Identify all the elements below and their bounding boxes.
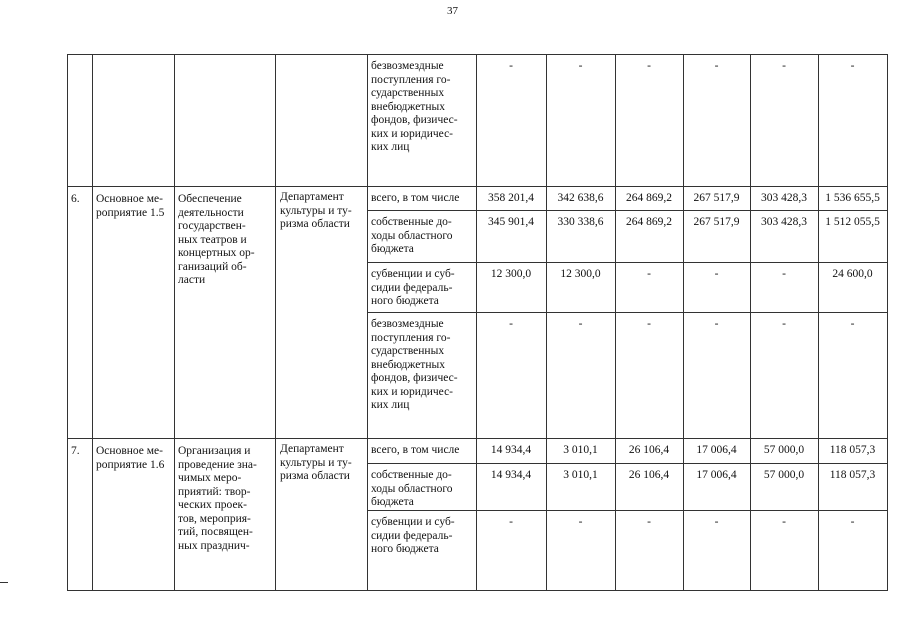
amount-cell: 267 517,9 [693,192,740,204]
amount-cell: 1 536 655,5 [825,192,880,204]
amount-cell: - [782,60,786,72]
amount-cell: 14 934,4 [490,444,532,456]
amount-cell: - [850,516,855,528]
amount-cell: 330 338,6 [557,216,604,228]
executor: Департамент культуры и ту- ризма области [280,443,352,482]
amount-cell: 17 006,4 [696,444,737,456]
row-number: 6. [71,193,80,205]
subrow-line [367,262,888,263]
amount-cell: - [782,268,786,280]
amount-cell: - [647,516,651,528]
amount-cell: 264 869,2 [626,216,672,228]
amount-cell: - [647,318,651,330]
row-line [67,438,888,439]
amount-cell: 118 057,3 [829,469,876,481]
amount-cell: 3 010,1 [563,444,598,456]
amount-cell: 345 901,4 [488,216,534,228]
column-line [92,54,93,590]
amount-cell: 1 512 055,5 [825,216,880,228]
amount-cell: - [782,318,786,330]
amount-cell: - [782,516,786,528]
amount-cell: - [714,268,719,280]
table-top-line [67,54,888,55]
amount-cell: 358 201,4 [488,192,534,204]
subrow-line [367,510,888,511]
funding-source: субвенции и суб- сидии федераль- ного бюджета [371,516,455,555]
column-line [174,54,175,590]
amount-cell: - [714,516,719,528]
amount-cell: 303 428,3 [761,216,807,228]
amount-cell: - [509,516,513,528]
margin-mark [0,582,8,583]
column-line [275,54,276,590]
amount-cell: - [850,318,855,330]
amount-cell: - [578,318,583,330]
amount-cell: - [509,318,513,330]
subrow-line [367,463,888,464]
amount-cell: 3 010,1 [563,469,598,481]
page-number: 37 [447,5,458,17]
amount-cell: 14 934,4 [490,469,532,481]
amount-cell: 342 638,6 [557,192,604,204]
measure-title: Организация и проведение зна- чимых меро- приятий: твор- ческих проек- тов, мероприя- тий, посвящен- ных празднич- [178,445,257,552]
row-number: 7. [71,445,80,457]
amount-cell: 264 869,2 [626,192,672,204]
amount-cell: 26 106,4 [628,444,670,456]
amount-cell: - [714,60,719,72]
amount-cell: 118 057,3 [829,444,876,456]
amount-cell: - [578,60,583,72]
subrow-line [367,210,888,211]
amount-cell: 17 006,4 [696,469,737,481]
table-bottom-line [67,590,888,591]
funding-source: безвозмездные поступления го- сударственных внебюджетных фондов, физичес- ких и юридичес- ких лиц [371,318,458,411]
amount-cell: - [647,268,651,280]
amount-cell: 26 106,4 [628,469,670,481]
amount-cell: 12 300,0 [560,268,601,280]
measure-name: Основное ме- роприятие 1.6 [96,445,165,471]
measure-title: Обеспечение деятельности государствен- ных театров и концертных ор- ганизаций об- ласти [178,193,255,286]
amount-cell: - [714,318,719,330]
amount-cell: 57 000,0 [763,444,805,456]
amount-cell: - [850,60,855,72]
subrow-line [367,312,888,313]
amount-cell: 12 300,0 [490,268,532,280]
amount-cell: 57 000,0 [763,469,805,481]
measure-name: Основное ме- роприятие 1.5 [96,193,165,219]
amount-cell: - [578,516,583,528]
column-line [67,54,68,590]
amount-cell: - [509,60,513,72]
funding-source: всего, в том числе [371,444,460,456]
funding-source: безвозмездные поступления го- сударственных внебюджетных фондов, физичес- ких и юридичес- ких лиц [371,60,458,153]
funding-source: собственные до- ходы областного бюджета [371,469,453,508]
amount-cell: 24 600,0 [832,268,873,280]
funding-source: всего, в том числе [371,192,460,204]
row-line [67,186,888,187]
amount-cell: 267 517,9 [693,216,740,228]
funding-source: субвенции и суб- сидии федераль- ного бюджета [371,268,455,307]
amount-cell: 303 428,3 [761,192,807,204]
executor: Департамент культуры и ту- ризма области [280,191,352,230]
funding-source: собственные до- ходы областного бюджета [371,216,453,255]
amount-cell: - [647,60,651,72]
